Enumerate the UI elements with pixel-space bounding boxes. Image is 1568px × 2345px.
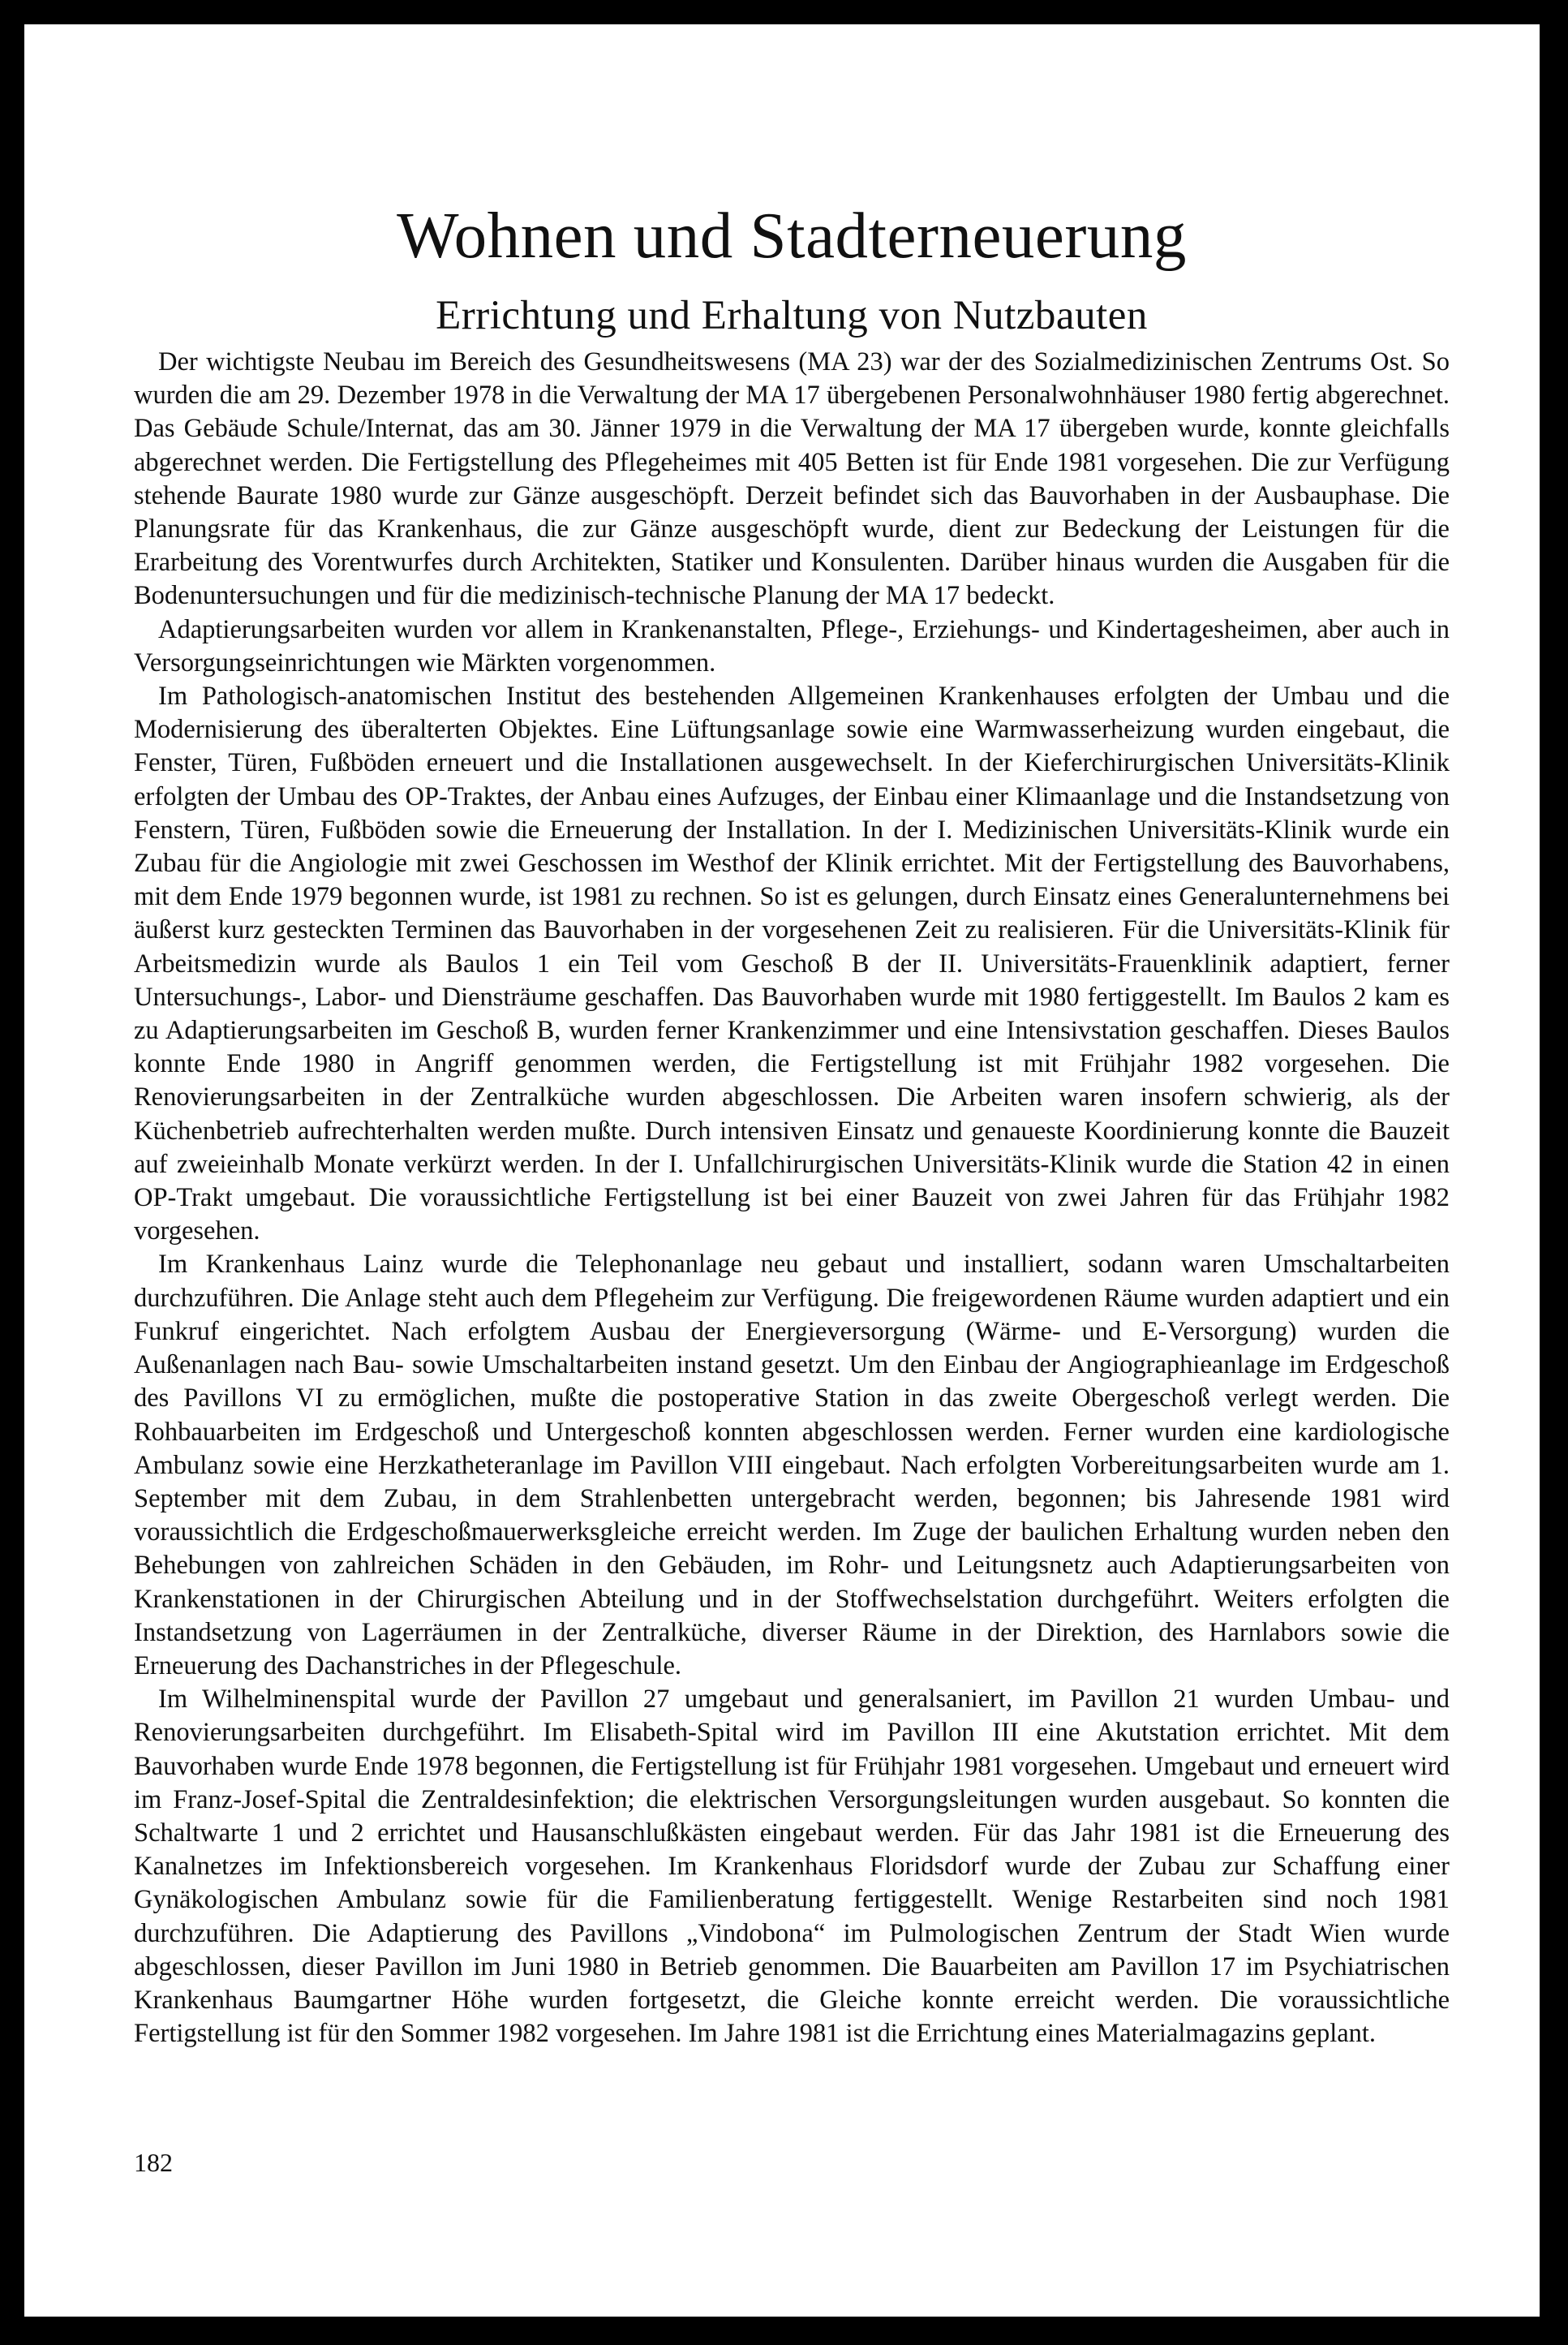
- paragraph: Der wichtigste Neubau im Bereich des Gesundheitswesens (MA 23) war der des Sozialmedizinischen Zentrums Ost. So wurden die am 29. Dezember 1978 in die Verwaltung der MA 17 übergebenen Personalwohnhäuser 1980 fertig abgerechnet. Das Gebäude Schule/Internat, das am 30. Jänner 1979 in die Verwaltung der MA 17 übergeben wurde, konnte gleichfalls abgerechnet werden. Die Fertigstellung des Pflegeheimes mit 405 Betten ist für Ende 1981 vorgesehen. Die zur Verfügung stehende Baurate 1980 wurde zur Gänze ausgeschöpft. Derzeit befindet sich das Bauvorhaben in der Ausbauphase. Die Planungsrate für das Krankenhaus, die zur Gänze ausgeschöpft wurde, dient zur Bedeckung der Leistungen für die Erarbeitung des Vorentwurfes durch Architekten, Statiker und Konsulenten. Darüber hinaus wurden die Ausgaben für die Bodenuntersuchungen und für die medizinisch-technische Planung der MA 17 bedeckt.: [134, 347, 1450, 611]
- page-number: 182: [134, 2148, 173, 2177]
- body-text: [134, 346, 1450, 2050]
- paragraph: Im Wilhelminenspital wurde der Pavillon 27 umgebaut und generalsaniert, im Pavillon 21 wurden Umbau- und Renovierungsarbeiten durchgeführt. Im Elisabeth-Spital wird im Pavillon III eine Akutstation errichtet. Mit dem Bauvorhaben wurde Ende 1978 begonnen, die Fertigstellung ist für Frühjahr 1981 vorgesehen. Umgebaut und erneuert wird im Franz-Josef-Spital die Zentraldesinfektion; die elektrischen Versorgungsleitungen wurden ausgebaut. So konnten die Schaltwarte 1 und 2 errichtet und Hausanschlußkästen eingebaut werden. Für das Jahr 1981 ist die Erneuerung des Kanalnetzes im Infektionsbereich vorgesehen. Im Krankenhaus Floridsdorf wurde der Zubau zur Schaffung einer Gynäkologischen Ambulanz sowie für die Familienberatung fertiggestellt. Wenige Restarbeiten sind noch 1981 durchzuführen. Die Adaptierung des Pavillons „Vindobona“ im Pulmologischen Zentrum der Stadt Wien wurde abgeschlossen, dieser Pavillon im Juni 1980 in Betrieb genommen. Die Bauarbeiten am Pavillon 17 im Psychiatrischen Krankenhaus Baumgartner Höhe wurden fortgesetzt, die Gleiche konnte erreicht werden. Die voraussichtliche Fertigstellung ist für den Sommer 1982 vorgesehen. Im Jahre 1981 ist die Errichtung eines Materialmagazins geplant.: [134, 1685, 1450, 2049]
- document-page: [24, 24, 1540, 2317]
- section-subtitle: Errichtung und Erhaltung von Nutzbauten: [436, 293, 1148, 338]
- paragraph: Im Krankenhaus Lainz wurde die Telephonanlage neu gebaut und installiert, sodann waren Umschaltarbeiten durchzuführen. Die Anlage steht auch dem Pflegeheim zur Verfügung. Die freigewordenen Räume wurden adaptiert und ein Funkruf eingerichtet. Nach erfolgtem Ausbau der Energieversorgung (Wärme- und E-Versorgung) wurden die Außenanlagen nach Bau- sowie Umschaltarbeiten instand gesetzt. Um den Einbau der Angiographieanlage im Erdgeschoß des Pavillons VI zu ermöglichen, mußte die postoperative Station in das zweite Obergeschoß verlegt werden. Die Rohbauarbeiten im Erdgeschoß und Untergeschoß konnten abgeschlossen werden. Ferner wurden eine kardiologische Ambulanz sowie eine Herzkatheteranlage im Pavillon VIII eingebaut. Nach erfolgten Vorbereitungsarbeiten wurde am 1. September mit dem Zubau, in dem Strahlenbetten untergebracht werden, begonnen; bis Jahresende 1981 wird voraussichtlich die Erdgeschoßmauerwerksgleiche erreicht werden. Im Zuge der baulichen Erhaltung wurden neben den Behebungen von zahlreichen Schäden in den Gebäuden, im Rohr- und Leitungsnetz auch Adaptierungsarbeiten von Krankenstationen in der Chirurgischen Abteilung und in der Stoffwechselstation durchgeführt. Weiters erfolgten die Instandsetzung von Lagerräumen in der Zentralküche, diverser Räume in der Direktion, des Harnlabors sowie die Erneuerung des Dachanstriches in der Pflegeschule.: [134, 1250, 1450, 1680]
- page-title: Wohnen und Stadterneuerung: [397, 199, 1187, 272]
- paragraph: Im Pathologisch-anatomischen Institut des bestehenden Allgemeinen Krankenhauses erfolgten der Umbau und die Modernisierung des überalterten Objektes. Eine Lüftungsanlage sowie eine Warmwasserheizung wurden eingebaut, die Fenster, Türen, Fußböden erneuert und die Installationen ausgewechselt. In der Kieferchirurgischen Universitäts-Klinik erfolgten der Umbau des OP-Traktes, der Anbau eines Aufzuges, der Einbau einer Klimaanlage und die Instandsetzung von Fenstern, Türen, Fußböden sowie die Erneuerung der Installation. In der I. Medizinischen Universitäts-Klinik wurde ein Zubau für die Angiologie mit zwei Geschossen im Westhof der Klinik errichtet. Mit der Fertigstellung des Bauvorhabens, mit dem Ende 1979 begonnen wurde, ist 1981 zu rechnen. So ist es gelungen, durch Einsatz eines Generalunternehmens bei äußerst kurz gesteckten Terminen das Bauvorhaben in der vorgesehenen Zeit zu realisieren. Für die Universitäts-Klinik für Arbeitsmedizin wurde als Baulos 1 ein Teil vom Geschoß B der II. Universitäts-Frauenklinik adaptiert, ferner Untersuchungs-, Labor- und Diensträume geschaffen. Das Bauvorhaben wurde mit 1980 fertiggestellt. Im Baulos 2 kam es zu Adaptierungsarbeiten im Geschoß B, wurden ferner Krankenzimmer und eine Intensivstation geschaffen. Dieses Baulos konnte Ende 1980 in Angriff genommen werden, die Fertigstellung ist mit Frühjahr 1982 vorgesehen. Die Renovierungsarbeiten in der Zentralküche wurden abgeschlossen. Die Arbeiten waren insofern schwierig, als der Küchenbetrieb aufrechterhalten werden mußte. Durch intensiven Einsatz und genaueste Koordinierung konnte die Bauzeit auf zweieinhalb Monate verkürzt werden. In der I. Unfallchirurgischen Universitäts-Klinik wurde die Station 42 in einen OP-Trakt umgebaut. Die voraussichtliche Fertigstellung ist bei einer Bauzeit von zwei Jahren für das Frühjahr 1982 vorgesehen.: [134, 682, 1450, 1246]
- paragraph: Adaptierungsarbeiten wurden vor allem in Krankenanstalten, Pflege-, Erziehungs- und Kindertagesheimen, aber auch in Versorgungseinrichtungen wie Märkten vorgenommen.: [134, 614, 1450, 678]
- page-content: [134, 195, 1450, 2050]
